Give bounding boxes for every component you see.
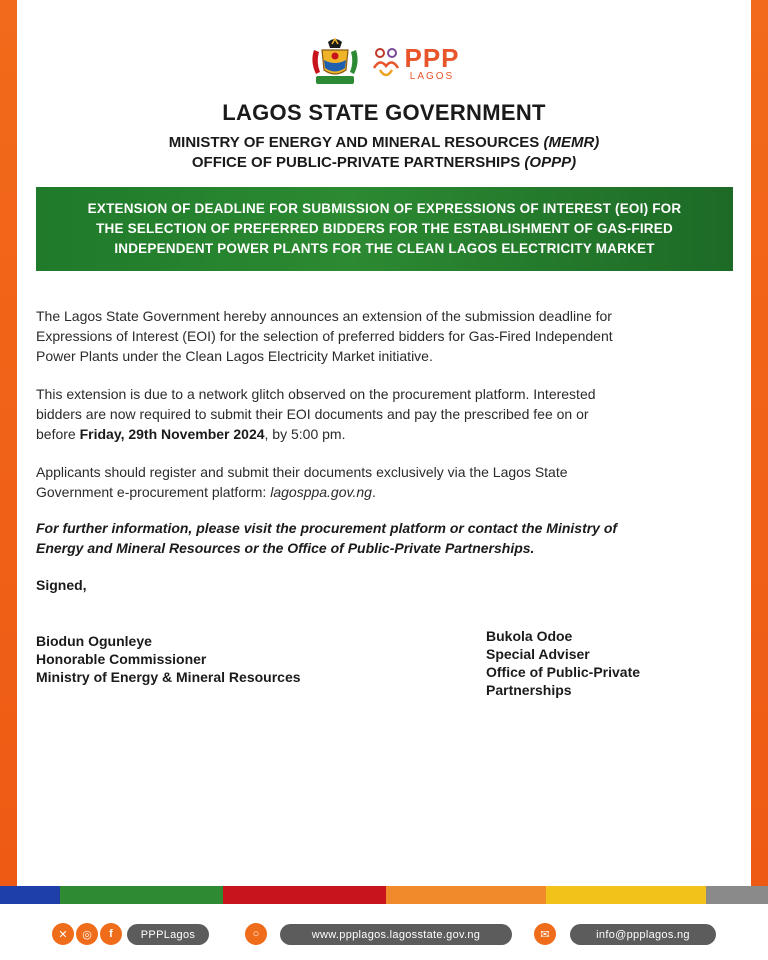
- signatory-org: Partnerships: [486, 682, 572, 698]
- stripe-orange: [386, 886, 546, 904]
- lagos-state-crest-icon: [308, 36, 362, 90]
- signatory-name: Biodun Ogunleye: [36, 633, 152, 649]
- stripe-green: [60, 886, 223, 904]
- banner-line: INDEPENDENT POWER PLANTS FOR THE CLEAN LAGOS ELECTRICITY MARKET: [114, 241, 655, 256]
- paragraph-line: bidders are now required to submit their EOI documents and pay the prescribed fee on or: [36, 406, 589, 422]
- banner-line: THE SELECTION OF PREFERRED BIDDERS FOR THE ESTABLISHMENT OF GAS-FIRED: [96, 221, 673, 236]
- social-icons: [52, 923, 122, 945]
- footer: [0, 904, 768, 960]
- signed-label: Signed,: [36, 577, 87, 593]
- ministry-name: MINISTRY OF ENERGY AND MINERAL RESOURCES: [168, 134, 540, 151]
- signatory-special-adviser: [486, 627, 706, 699]
- partnership-people-icon: [372, 46, 400, 80]
- signatory-title: Special Adviser: [486, 646, 590, 662]
- extension-reason-paragraph: [36, 384, 736, 444]
- paragraph-line: This extension is due to a network glitch observed on the procurement platform. Interested: [36, 386, 596, 402]
- paragraph-line: [36, 424, 736, 444]
- notice-banner: [36, 187, 733, 271]
- deadline-suffix: , by 5:00 pm.: [264, 426, 346, 442]
- ppp-lagos-logo: [372, 42, 460, 82]
- signatory-title: Honorable Commissioner: [36, 651, 207, 667]
- signatory-commissioner: [36, 632, 356, 686]
- deadline-date: Friday, 29th November 2024: [79, 426, 265, 442]
- office-abbr: (OPPP): [524, 154, 577, 171]
- deadline-prefix: before: [36, 426, 76, 442]
- facebook-icon[interactable]: f: [100, 923, 122, 945]
- registration-paragraph: [36, 462, 736, 502]
- ministry-heading: [0, 133, 768, 173]
- logo-row: [0, 36, 768, 90]
- paragraph-line: Applicants should register and submit their documents exclusively via the Lagos State: [36, 464, 568, 480]
- email-link[interactable]: info@ppplagos.ng: [570, 924, 716, 945]
- website-link[interactable]: www.ppplagos.lagosstate.gov.ng: [280, 924, 512, 945]
- ppp-logo-subtext: LAGOS: [409, 70, 455, 82]
- stripe-yellow: [546, 886, 706, 904]
- office-name: OFFICE OF PUBLIC-PRIVATE PARTNERSHIPS: [191, 154, 521, 171]
- platform-link[interactable]: lagosppa.gov.ng: [270, 484, 372, 500]
- signatory-org: Office of Public-Private: [486, 664, 641, 680]
- paragraph-line: For further information, please visit the procurement platform or contact the Ministry of: [36, 520, 618, 536]
- paragraph-line: Power Plants under the Clean Lagos Electricity Market initiative.: [36, 348, 433, 364]
- banner-line: EXTENSION OF DEADLINE FOR SUBMISSION OF EXPRESSIONS OF INTEREST (EOI) FOR: [87, 201, 682, 216]
- color-stripe: [0, 886, 768, 904]
- instagram-icon[interactable]: ◎: [76, 923, 98, 945]
- contact-paragraph: [36, 518, 736, 558]
- ppp-logo-text: PPP: [404, 42, 460, 73]
- signatory-name: Bukola Odoe: [486, 628, 573, 644]
- ministry-line: [0, 133, 768, 153]
- stripe-grey: [706, 886, 768, 904]
- government-title: LAGOS STATE GOVERNMENT: [222, 100, 546, 125]
- x-icon[interactable]: ✕: [52, 923, 74, 945]
- paragraph-line: Energy and Mineral Resources or the Office of Public-Private Partnerships.: [36, 540, 535, 556]
- stripe-blue: [0, 886, 60, 904]
- ministry-abbr: (MEMR): [543, 134, 600, 151]
- paragraph-line: The Lagos State Government hereby announces an extension of the submission deadline for: [36, 308, 612, 324]
- office-line: [0, 153, 768, 173]
- paragraph-line: [36, 482, 736, 502]
- signatory-org: Ministry of Energy & Mineral Resources: [36, 669, 301, 685]
- announcement-paragraph: [36, 306, 736, 366]
- paragraph-line: Expressions of Interest (EOI) for the selection of preferred bidders for Gas-Fired Independent: [36, 328, 613, 344]
- globe-icon: ○: [245, 923, 267, 945]
- social-handle[interactable]: PPPLagos: [127, 924, 209, 945]
- email-icon: ✉: [534, 923, 556, 945]
- platform-prefix: Government e-procurement platform:: [36, 484, 267, 500]
- stripe-red: [223, 886, 386, 904]
- platform-suffix: .: [371, 484, 376, 500]
